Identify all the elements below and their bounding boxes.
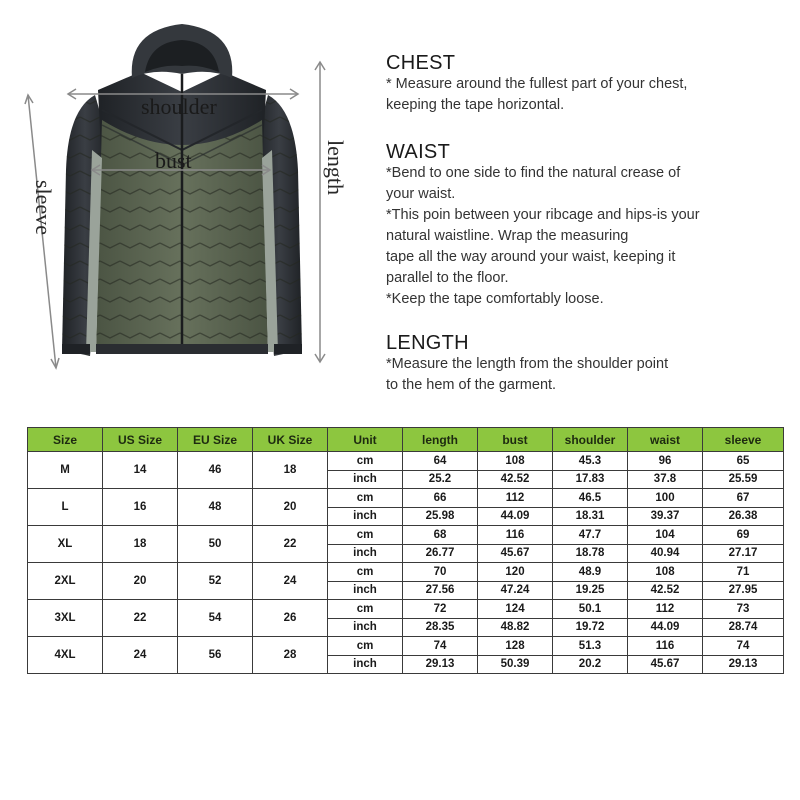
chest-line: * Measure around the fullest part of your chest,: [386, 76, 688, 92]
bust-cell: 50.39: [478, 655, 553, 674]
unit-cell: inch: [328, 507, 403, 526]
waist-line: *Bend to one side to find the natural crease of: [386, 165, 681, 181]
uk-size-cell: 24: [253, 563, 328, 600]
unit-cell: cm: [328, 637, 403, 656]
waist-cell: 104: [628, 526, 703, 545]
unit-cell: inch: [328, 618, 403, 637]
shoulder-cell: 19.72: [553, 618, 628, 637]
header-unit: Unit: [328, 428, 403, 452]
header-shoulder: shoulder: [553, 428, 628, 452]
header-waist: waist: [628, 428, 703, 452]
waist-cell: 37.8: [628, 470, 703, 489]
uk-size-cell: 20: [253, 489, 328, 526]
waist-line: your waist.: [386, 186, 456, 202]
size-table-body: [28, 452, 784, 674]
size-chart-table: [27, 427, 784, 674]
unit-cell: inch: [328, 470, 403, 489]
length-cell: 64: [403, 452, 478, 471]
shoulder-label: shoulder: [141, 94, 217, 119]
length-line: to the hem of the garment.: [386, 377, 557, 393]
sleeve-cell: 69: [703, 526, 784, 545]
table-row: [28, 526, 784, 545]
us-size-cell: 14: [103, 452, 178, 489]
shoulder-cell: 19.25: [553, 581, 628, 600]
eu-size-cell: 50: [178, 526, 253, 563]
shoulder-cell: 51.3: [553, 637, 628, 656]
header-uk-size: UK Size: [253, 428, 328, 452]
length-cell: 66: [403, 489, 478, 508]
header-eu-size: EU Size: [178, 428, 253, 452]
eu-size-cell: 56: [178, 637, 253, 674]
bust-cell: 120: [478, 563, 553, 582]
waist-cell: 108: [628, 563, 703, 582]
size-cell: XL: [28, 526, 103, 563]
waist-line: parallel to the floor.: [386, 270, 509, 286]
table-header-row: [28, 428, 784, 452]
length-cell: 70: [403, 563, 478, 582]
size-cell: 4XL: [28, 637, 103, 674]
sleeve-cell: 27.95: [703, 581, 784, 600]
bust-cell: 44.09: [478, 507, 553, 526]
waist-line: *This poin between your ribcage and hips-is your: [386, 207, 700, 223]
table-row: [28, 489, 784, 508]
waist-cell: 100: [628, 489, 703, 508]
length-label: length: [323, 140, 348, 195]
table-row: [28, 637, 784, 656]
unit-cell: inch: [328, 581, 403, 600]
shoulder-cell: 20.2: [553, 655, 628, 674]
us-size-cell: 20: [103, 563, 178, 600]
bust-label: bust: [155, 148, 192, 173]
size-cell: 3XL: [28, 600, 103, 637]
waist-line: *Keep the tape comfortably loose.: [386, 291, 604, 307]
shoulder-cell: 48.9: [553, 563, 628, 582]
sleeve-cell: 74: [703, 637, 784, 656]
waist-section: [386, 141, 700, 310]
uk-size-cell: 22: [253, 526, 328, 563]
bust-cell: 48.82: [478, 618, 553, 637]
eu-size-cell: 48: [178, 489, 253, 526]
sleeve-label: sleeve: [31, 180, 56, 235]
sleeve-cell: 26.38: [703, 507, 784, 526]
header-bust: bust: [478, 428, 553, 452]
unit-cell: inch: [328, 655, 403, 674]
table-row: [28, 563, 784, 582]
chest-line: keeping the tape horizontal.: [386, 97, 565, 113]
eu-size-cell: 46: [178, 452, 253, 489]
us-size-cell: 18: [103, 526, 178, 563]
shoulder-cell: 18.78: [553, 544, 628, 563]
waist-line: tape all the way around your waist, keeping it: [386, 249, 676, 265]
waist-title: WAIST: [386, 141, 451, 163]
header-size: Size: [28, 428, 103, 452]
waist-cell: 112: [628, 600, 703, 619]
table-row: [28, 452, 784, 471]
eu-size-cell: 54: [178, 600, 253, 637]
bust-cell: 112: [478, 489, 553, 508]
size-cell: 2XL: [28, 563, 103, 600]
uk-size-cell: 28: [253, 637, 328, 674]
unit-cell: cm: [328, 452, 403, 471]
sleeve-cell: 25.59: [703, 470, 784, 489]
chest-section: [386, 52, 687, 116]
waist-cell: 116: [628, 637, 703, 656]
shoulder-cell: 45.3: [553, 452, 628, 471]
table-row: [28, 600, 784, 619]
sleeve-cell: 73: [703, 600, 784, 619]
us-size-cell: 22: [103, 600, 178, 637]
bust-cell: 42.52: [478, 470, 553, 489]
bust-cell: 45.67: [478, 544, 553, 563]
bust-cell: 124: [478, 600, 553, 619]
unit-cell: inch: [328, 544, 403, 563]
shoulder-cell: 46.5: [553, 489, 628, 508]
header-us-size: US Size: [103, 428, 178, 452]
uk-size-cell: 26: [253, 600, 328, 637]
bust-cell: 108: [478, 452, 553, 471]
shoulder-cell: 18.31: [553, 507, 628, 526]
sleeve-cell: 27.17: [703, 544, 784, 563]
sleeve-cell: 65: [703, 452, 784, 471]
length-cell: 74: [403, 637, 478, 656]
sleeve-cell: 67: [703, 489, 784, 508]
waist-line: natural waistline. Wrap the measuring: [386, 228, 629, 244]
unit-cell: cm: [328, 489, 403, 508]
waist-cell: 42.52: [628, 581, 703, 600]
waist-cell: 44.09: [628, 618, 703, 637]
shoulder-cell: 50.1: [553, 600, 628, 619]
eu-size-cell: 52: [178, 563, 253, 600]
waist-cell: 96: [628, 452, 703, 471]
unit-cell: cm: [328, 600, 403, 619]
header-sleeve: sleeve: [703, 428, 784, 452]
shoulder-cell: 47.7: [553, 526, 628, 545]
sleeve-cell: 71: [703, 563, 784, 582]
size-cell: M: [28, 452, 103, 489]
length-cell: 72: [403, 600, 478, 619]
length-cell: 25.2: [403, 470, 478, 489]
length-cell: 25.98: [403, 507, 478, 526]
uk-size-cell: 18: [253, 452, 328, 489]
shoulder-cell: 17.83: [553, 470, 628, 489]
us-size-cell: 24: [103, 637, 178, 674]
us-size-cell: 16: [103, 489, 178, 526]
length-cell: 27.56: [403, 581, 478, 600]
jacket-illustration: [0, 0, 360, 400]
header-length: length: [403, 428, 478, 452]
unit-cell: cm: [328, 563, 403, 582]
sleeve-cell: 28.74: [703, 618, 784, 637]
length-cell: 28.35: [403, 618, 478, 637]
length-section: [386, 332, 668, 396]
length-cell: 26.77: [403, 544, 478, 563]
size-cell: L: [28, 489, 103, 526]
bust-cell: 47.24: [478, 581, 553, 600]
length-cell: 29.13: [403, 655, 478, 674]
chest-title: CHEST: [386, 52, 456, 74]
unit-cell: cm: [328, 526, 403, 545]
waist-cell: 40.94: [628, 544, 703, 563]
length-line: *Measure the length from the shoulder point: [386, 356, 669, 372]
waist-cell: 45.67: [628, 655, 703, 674]
sleeve-cell: 29.13: [703, 655, 784, 674]
bust-cell: 128: [478, 637, 553, 656]
length-cell: 68: [403, 526, 478, 545]
waist-cell: 39.37: [628, 507, 703, 526]
bust-cell: 116: [478, 526, 553, 545]
length-title: LENGTH: [386, 332, 469, 354]
